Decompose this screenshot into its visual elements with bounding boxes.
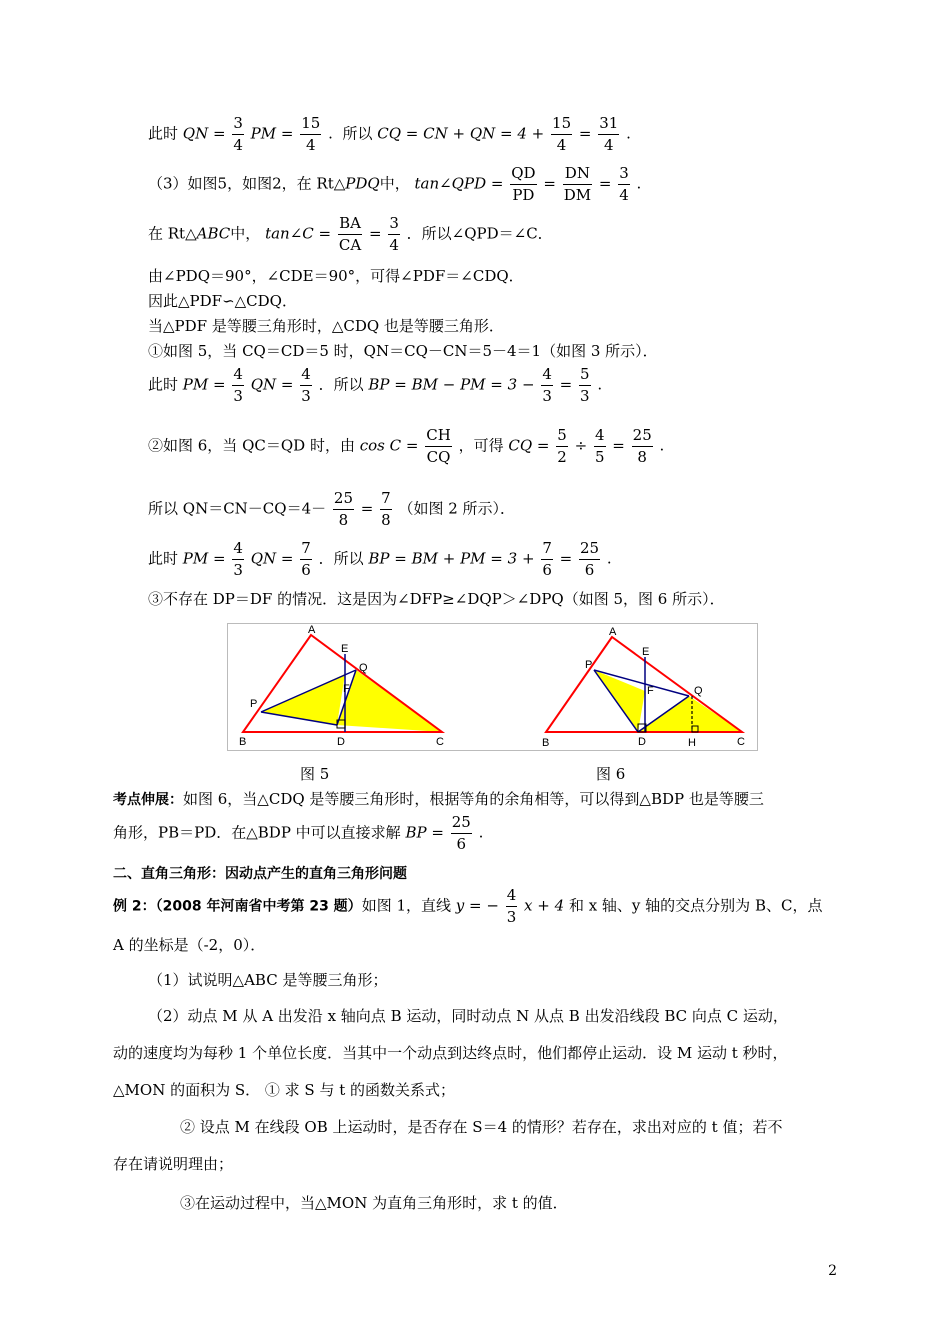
question-3-line-2: 存在请说明理由； xyxy=(113,1155,234,1173)
fig6-label-b: B xyxy=(542,737,550,749)
fig5-triangle-pdf xyxy=(261,674,345,725)
fraction: $\frac{15}{4}$ xyxy=(552,114,572,154)
fig5-label-a: A xyxy=(308,624,316,636)
line-8: 此时 PM = $\frac{4}{3}$ QN = $\frac{4}{3}$ ．所以 BP = BM − PM = 3 − $\frac{4}{3}$ = $\frac{5}{3}$ . xyxy=(148,365,603,405)
figure-panel xyxy=(227,623,758,751)
fig6-label-a: A xyxy=(609,626,617,638)
fig6-label-q: Q xyxy=(694,685,703,697)
fig5-label-d: D xyxy=(337,736,345,748)
figure-svg xyxy=(228,624,757,750)
example-label: 例 2：（2008 年河南省中考第 23 题） xyxy=(113,898,362,915)
fraction: $\frac{4}{3}$ xyxy=(233,539,243,579)
fraction: $\frac{3}{4}$ xyxy=(619,164,629,204)
fraction: $\frac{CH}{CQ}$ xyxy=(426,426,451,466)
fig6-label-e: E xyxy=(642,646,650,658)
fig6-triangle-cdq xyxy=(638,696,742,732)
example-line-2: A 的坐标是（-2，0）． xyxy=(113,936,266,954)
line-1: 此时 QN = $\frac{3}{4}$ PM = $\frac{15}{4}$ . 所以 CQ = CN + QN = 4 + $\frac{15}{4}$ = $\frac{31}{4}$ . xyxy=(148,114,631,154)
fraction: $\frac{4}{5}$ xyxy=(594,426,605,466)
question-2-line-2: 动的速度均为每秒 1 个单位长度．当其中一个动点到达终点时，他们都停止运动．设 M 运动 t 秒时， xyxy=(113,1044,788,1062)
question-2-line-1: （2）动点 M 从 A 出发沿 x 轴向点 B 运动，同时动点 N 从点 B 出发沿线段 BC 向点 C 运动， xyxy=(148,1007,788,1025)
line-3: 在 Rt△ABC中， tan∠C = $\frac{BA}{CA}$ = $\frac{3}{4}$ ．所以∠QPD＝∠C． xyxy=(148,214,553,254)
fraction: $\frac{25}{8}$ xyxy=(333,489,353,529)
fraction: $\frac{5}{2}$ xyxy=(557,426,567,466)
fraction: $\frac{QD}{PD}$ xyxy=(511,164,536,204)
line-7: ①如图 5，当 CQ＝CD＝5 时，QN＝CQ－CN＝5－4＝1（如图 3 所示）． xyxy=(148,342,658,360)
fraction: $\frac{15}{4}$ xyxy=(301,114,321,154)
figure-5 xyxy=(239,624,444,748)
fraction: $\frac{25}{6}$ xyxy=(580,539,600,579)
fraction: $\frac{4}{3}$ xyxy=(506,886,517,926)
extension-label: 考点伸展： xyxy=(113,792,183,808)
fig6-label-d: D xyxy=(638,736,646,748)
fraction: $\frac{3}{4}$ xyxy=(389,214,399,254)
fig6-label-h: H xyxy=(688,737,696,749)
fraction: $\frac{4}{3}$ xyxy=(542,365,552,405)
fig6-label-f: F xyxy=(647,685,654,697)
fig6-triangle-pdf xyxy=(594,670,645,732)
line-10: 所以 QN＝CN－CQ＝4－ $\frac{25}{8}$ = $\frac{7}{8}$ （如图 2 所示）． xyxy=(148,489,516,529)
fig5-label-f: F xyxy=(343,683,350,695)
line-6: 当△PDF 是等腰三角形时，△CDQ 也是等腰三角形． xyxy=(148,317,504,335)
fraction: $\frac{7}{6}$ xyxy=(542,539,552,579)
fraction: $\frac{BA}{CA}$ xyxy=(338,214,362,254)
fig5-label-e: E xyxy=(341,643,349,655)
line-9: ②如图 6，当 QC＝QD 时，由 cos C = $\frac{CH}{CQ}$ ，可得 CQ = $\frac{5}{2}$ ÷ $\frac{4}{5}$ = $\frac{25}{8}$ . xyxy=(148,426,665,466)
fraction: $\frac{4}{3}$ xyxy=(301,365,311,405)
fraction: $\frac{4}{3}$ xyxy=(233,365,243,405)
fig5-label-b: B xyxy=(239,736,247,748)
fraction: $\frac{5}{3}$ xyxy=(580,365,590,405)
fraction: $\frac{7}{8}$ xyxy=(381,489,391,529)
fig5-label-q: Q xyxy=(359,662,368,674)
question-1: （1）试说明△ABC 是等腰三角形； xyxy=(148,971,388,989)
line-2: （3）如图5，如图2，在 Rt△PDQ中， tan∠QPD = $\frac{QD}{PD}$ = $\frac{DN}{DM}$ = $\frac{3}{4}$ . xyxy=(148,164,642,204)
line-12: ③不存在 DP＝DF 的情况．这是因为∠DFP≥∠DQP＞∠DPQ（如图 5，图 6 所示）． xyxy=(148,590,725,608)
fraction: $\frac{31}{4}$ xyxy=(599,114,619,154)
figure-6 xyxy=(542,626,745,749)
example-line-1: 例 2：（2008 年河南省中考第 23 题）如图 1，直线 y = − $\frac{4}{3}$ x + 4 和 x 轴、y 轴的交点分别为 B、C，点 xyxy=(113,886,823,926)
line-11: 此时 PM = $\frac{4}{3}$ QN = $\frac{7}{6}$ ．所以 BP = BM + PM = 3 + $\frac{7}{6}$ = $\frac{25}{6}$ . xyxy=(148,539,612,579)
caption-figure-5: 图 5 xyxy=(300,765,330,783)
extension-line-2: 角形，PB＝PD．在△BDP 中可以直接求解 BP = $\frac{25}{6}$ . xyxy=(113,813,484,853)
fraction: $\frac{7}{6}$ xyxy=(301,539,311,579)
page-number: 2 xyxy=(828,1263,837,1279)
extension-line-1: 考点伸展：如图 6，当△CDQ 是等腰三角形时，根据等角的余角相等，可以得到△BDP 也是等腰三 xyxy=(113,790,764,808)
fig5-label-p: P xyxy=(250,698,258,710)
fraction: $\frac{25}{6}$ xyxy=(451,813,471,853)
question-2-line-3: △MON 的面积为 S． ① 求 S 与 t 的函数关系式； xyxy=(113,1081,456,1099)
fraction: $\frac{25}{8}$ xyxy=(632,426,652,466)
question-4: ③在运动过程中，当△MON 为直角三角形时，求 t 的值． xyxy=(180,1194,568,1212)
fig5-label-c: C xyxy=(436,736,444,748)
line-4: 由∠PDQ＝90°，∠CDE＝90°，可得∠PDF＝∠CDQ． xyxy=(148,267,524,285)
fraction: $\frac{3}{4}$ xyxy=(233,114,243,154)
caption-figure-6: 图 6 xyxy=(596,765,626,783)
fig6-label-p: P xyxy=(585,659,593,671)
question-3-line-1: ② 设点 M 在线段 OB 上运动时，是否存在 S＝4 的情形？若存在，求出对应的 t 值；若不 xyxy=(180,1118,783,1136)
fig6-label-c: C xyxy=(737,736,745,748)
line-5: 因此△PDF∽△CDQ． xyxy=(148,292,297,310)
section-heading: 二、直角三角形：因动点产生的直角三角形问题 xyxy=(113,866,407,882)
fraction: $\frac{DN}{DM}$ xyxy=(563,164,592,204)
